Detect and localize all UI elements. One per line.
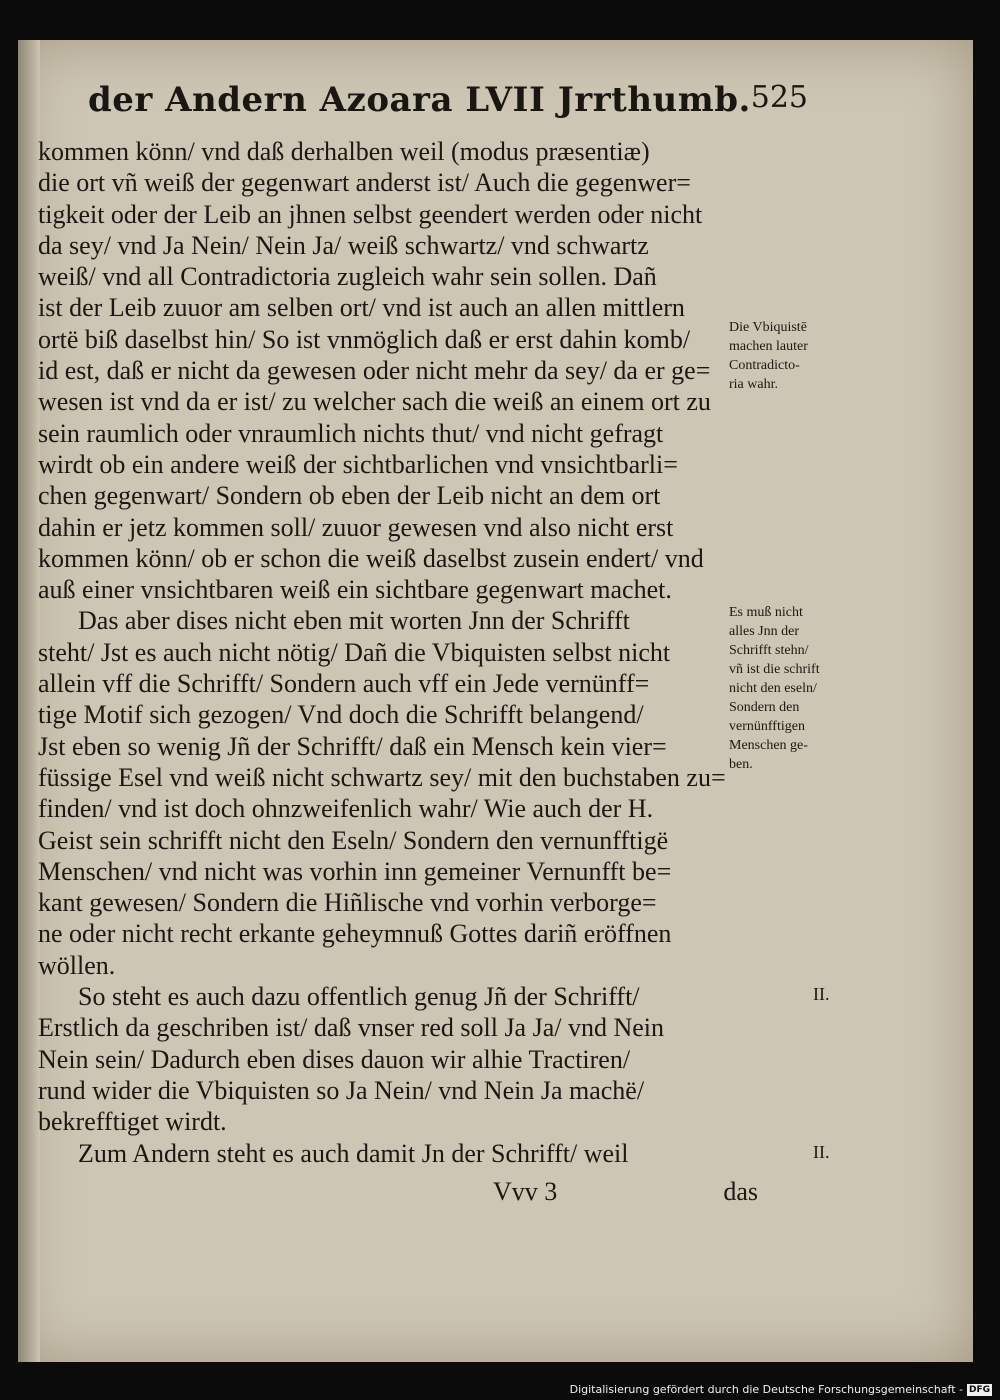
- binding-edge: [18, 40, 40, 1362]
- text-line: auß einer vnsichtbaren weiß ein sichtbare gegenwart machet.: [38, 575, 672, 605]
- margin-note-line: vernünfftigen: [729, 719, 805, 734]
- text-line: wesen ist vnd da er ist/ zu welcher sach die weiß an einem ort zu: [38, 387, 711, 417]
- text-line: da sey/ vnd Ja Nein/ Nein Ja/ weiß schwartz/ vnd schwartz: [38, 230, 649, 260]
- text-line: kommen könn/ vnd daß derhalben weil (modus præsentiæ): [38, 137, 650, 166]
- text-line: finden/ vnd ist doch ohnzweifenlich wahr/ Wie auch der H.: [38, 794, 654, 824]
- page-number: 525: [750, 80, 808, 115]
- text-line: Nein sein/ Dadurch eben dises dauon wir alhie Tractiren/: [38, 1044, 631, 1074]
- text-line: So steht es auch dazu offentlich genug Jñ der Schrifft/: [78, 982, 640, 1012]
- text-line: wöllen.: [38, 950, 116, 980]
- text-line: bekrefftiget wirdt.: [38, 1107, 227, 1137]
- margin-note-line: ben.: [729, 757, 753, 772]
- body-text: [38, 136, 748, 1169]
- page-header: [88, 80, 808, 130]
- margin-note-line: Sondern den: [729, 700, 800, 715]
- footer-text: Digitalisierung gefördert durch die Deutsche Forschungsgemeinschaft -: [569, 1383, 963, 1396]
- text-line: Geist sein schrifft nicht den Eseln/ Sondern den vernunfftigë: [38, 825, 669, 855]
- text-line: Jst eben so wenig Jñ der Schrifft/ daß ein Mensch kein vier=: [38, 731, 667, 761]
- margin-note-line: Schrifft stehn/: [729, 643, 809, 658]
- margin-note-line: Contradicto-: [729, 358, 800, 373]
- margin-numeral: II.: [813, 1142, 830, 1162]
- text-line: sein raumlich oder vnraumlich nichts thut/ vnd nicht gefragt: [38, 418, 664, 448]
- margin-note-line: Es muß nicht: [729, 605, 803, 620]
- text-line: steht/ Jst es auch nicht nötig/ Dañ die Vbiquisten selbst nicht: [38, 637, 671, 667]
- text-line: füssige Esel vnd weiß nicht schwartz sey/ mit den buchstaben zu=: [38, 762, 726, 792]
- text-line: allein vff die Schrifft/ Sondern auch vff ein Jede vernünff=: [38, 669, 650, 699]
- margin-note-scripture: [729, 603, 889, 774]
- margin-note-numeral-2: [813, 1143, 973, 1162]
- margin-numeral: II.: [813, 984, 830, 1004]
- text-line: kant gewesen/ Sondern die Hiñlische vnd vorhin verborge=: [38, 888, 657, 918]
- margin-note-line: Menschen ge-: [729, 738, 808, 753]
- margin-note-numeral-1: [813, 985, 973, 1004]
- margin-note-line: Die Vbiquistē: [729, 320, 807, 335]
- text-line: die ort vñ weiß der gegenwart anderst ist/ Auch die gegenwer=: [38, 168, 691, 198]
- dfg-logo-icon: DFG: [968, 1384, 990, 1395]
- text-line: rund wider die Vbiquisten so Ja Nein/ vnd Nein Ja machë/: [38, 1075, 645, 1105]
- text-line: Menschen/ vnd nicht was vorhin inn gemeiner Vernunfft be=: [38, 856, 672, 886]
- text-line: tigkeit oder der Leib an jhnen selbst geendert werden oder nicht: [38, 199, 703, 229]
- text-line: kommen könn/ ob er schon die weiß daselbst zusein endert/ vnd: [38, 543, 704, 573]
- page-sheet: [18, 40, 973, 1362]
- text-line: id est, daß er nicht da gewesen oder nicht mehr da sey/ da er ge=: [38, 356, 711, 386]
- text-line: ne oder nicht recht erkante geheymnuß Gottes dariñ eröffnen: [38, 919, 672, 949]
- text-line: tige Motif sich gezogen/ Vnd doch die Schrifft belangend/: [38, 700, 644, 730]
- text-line: Das aber dises nicht eben mit worten Jnn der Schrifft: [78, 606, 630, 636]
- margin-note-line: ria wahr.: [729, 377, 778, 392]
- margin-note-line: nicht den eseln/: [729, 681, 817, 696]
- margin-note-ubiquists: [729, 318, 889, 394]
- text-line: Zum Andern steht es auch damit Jn der Schrifft/ weil: [78, 1138, 629, 1168]
- text-line: ist der Leib zuuor am selben ort/ vnd ist auch an allen mittlern: [38, 293, 685, 323]
- text-line: dahin er jetz kommen soll/ zuuor gewesen vnd also nicht erst: [38, 512, 674, 542]
- footer-credit: [570, 1383, 992, 1396]
- margin-note-line: vñ ist die schrift: [729, 662, 820, 677]
- text-line: chen gegenwart/ Sondern ob eben der Leib nicht an dem ort: [38, 481, 661, 511]
- margin-note-line: alles Jnn der: [729, 624, 799, 639]
- text-line: weiß/ vnd all Contradictoria zugleich wahr sein sollen. Dañ: [38, 262, 657, 292]
- text-line: ortë biß daselbst hin/ So ist vnmöglich daß er erst dahin komb/: [38, 324, 691, 354]
- printer-signature: Vvv 3: [493, 1177, 558, 1206]
- catchword: das: [723, 1177, 758, 1206]
- margin-note-line: machen lauter: [729, 339, 808, 354]
- text-line: wirdt ob ein andere weiß der sichtbarlichen vnd vnsichtbarli=: [38, 449, 678, 479]
- text-line: Erstlich da geschriben ist/ daß vnser red soll Ja Ja/ vnd Nein: [38, 1013, 665, 1043]
- running-head: der Andern Azoara LVII Jrrthumb.: [88, 80, 751, 120]
